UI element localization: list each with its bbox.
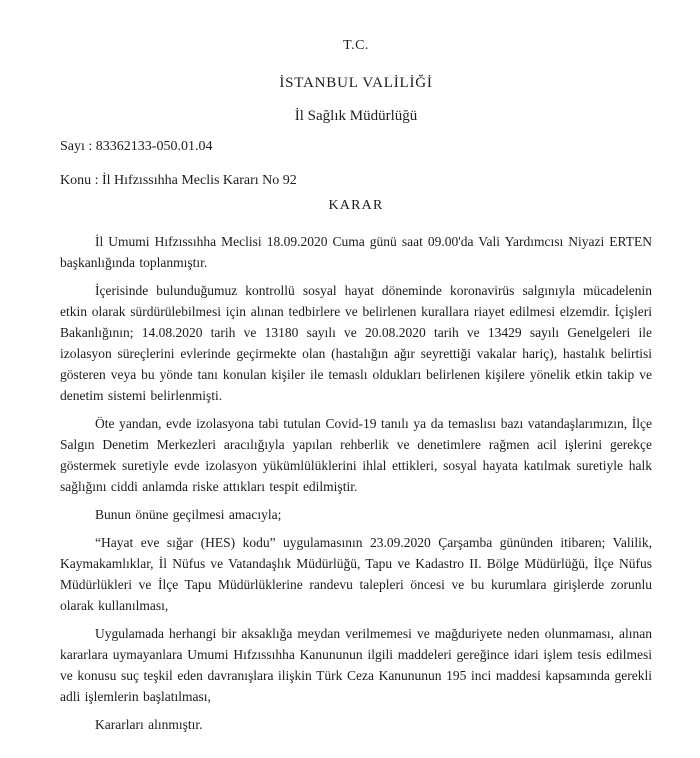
republic-abbreviation: T.C. [343,38,369,53]
health-directorate-title: İl Sağlık Müdürlüğü [294,108,418,124]
reference-block [60,139,652,188]
paragraph-background-circulars: İçerisinde bulunduğumuz kontrollü sosyal hayat döneminde koronavirüs salgınıyla mücadelenin etkin olarak sürdürülebilmesi için alınan tedbirlere ve belirlenen kurallara riayet edilmesi elzemdir. İçişleri Bakanlığının; 14.08.2020 tarih ve 13180 sayılı ve 20.08.2020 tarih ve 13429 sayılı Genelgeleri ile izolasyon süreçlerini evlerinde geçirmekte olan (hastalığın ağır seyrettiği vakalar hariç), hastalık belirtisi gösteren veya bu yönde tanı konulan kişiler ile temaslı oldukları belirlenen kişilere yönelik etkin takip ve denetim sistemi belirlenmişti. [60,283,652,403]
paragraph-hes-code-requirement: “Hayat eve sığar (HES) kodu” uygulamasının 23.09.2020 Çarşamba gününden itibaren; Valilik, Kaymakamlıklar, İl Nüfus ve Vatandaşlık Müdürlüğü, Tapu ve Kadastro II. Bölge Müdürlüğü, İlçe Nüfus Müdürlükleri ve İlçe Tapu Müdürlüklerine randevu talepleri öncesi ve bu kurumlara girişlerde zorunlu olarak kullanılması, [60,535,652,613]
document-number-line: Sayı : 83362133-050.01.04 [60,139,213,154]
decision-heading: KARAR [328,198,384,213]
paragraph-enforcement-measures: Uygulamada herhangi bir aksaklığa meydan verilmemesi ve mağduriyete neden olunmaması, alınan kararlara uymayanlara Umumi Hıfzıssıhha Kanununun ilgili maddeleri gereğince idari işlem tesis edilmesi ve konusu suç teşkil eden davranışlara ilişkin Türk Ceza Kanununun 195 inci maddesi kapsamında gerekli adli işlemlerin başlatılması, [60,626,652,704]
paragraph-isolation-violations: Öte yandan, evde izolasyona tabi tutulan Covid-19 tanılı ya da temaslısı bazı vatandaşlarımızın, İlçe Salgın Denetim Merkezleri aracılığıyla yapılan rehberlik ve denetimlere rağmen acil işlerini gerekçe göstermek suretiyle evde izolasyon yükümlülüklerini ihlal ettikleri, sosyal hayata katılmak suretiyle halk sağlığını ciddi anlamda riske attıkları tespit edilmiştir. [60,416,652,494]
paragraph-meeting-intro: İl Umumi Hıfzıssıhha Meclisi 18.09.2020 Cuma günü saat 09.00'da Vali Yardımcısı Niyazi ERTEN başkanlığında toplanmıştır. [60,234,652,270]
document-body [60,231,652,735]
paragraph-purpose-lead-in: Bunun önüne geçilmesi amacıyla; [95,507,282,522]
paragraph-decisions-taken: Kararları alınmıştır. [95,717,203,732]
governorship-title: İSTANBUL VALİLİĞİ [279,75,433,91]
subject-line: Konu : İl Hıfzıssıhha Meclis Kararı No 92 [60,173,297,188]
document-header [60,38,652,124]
